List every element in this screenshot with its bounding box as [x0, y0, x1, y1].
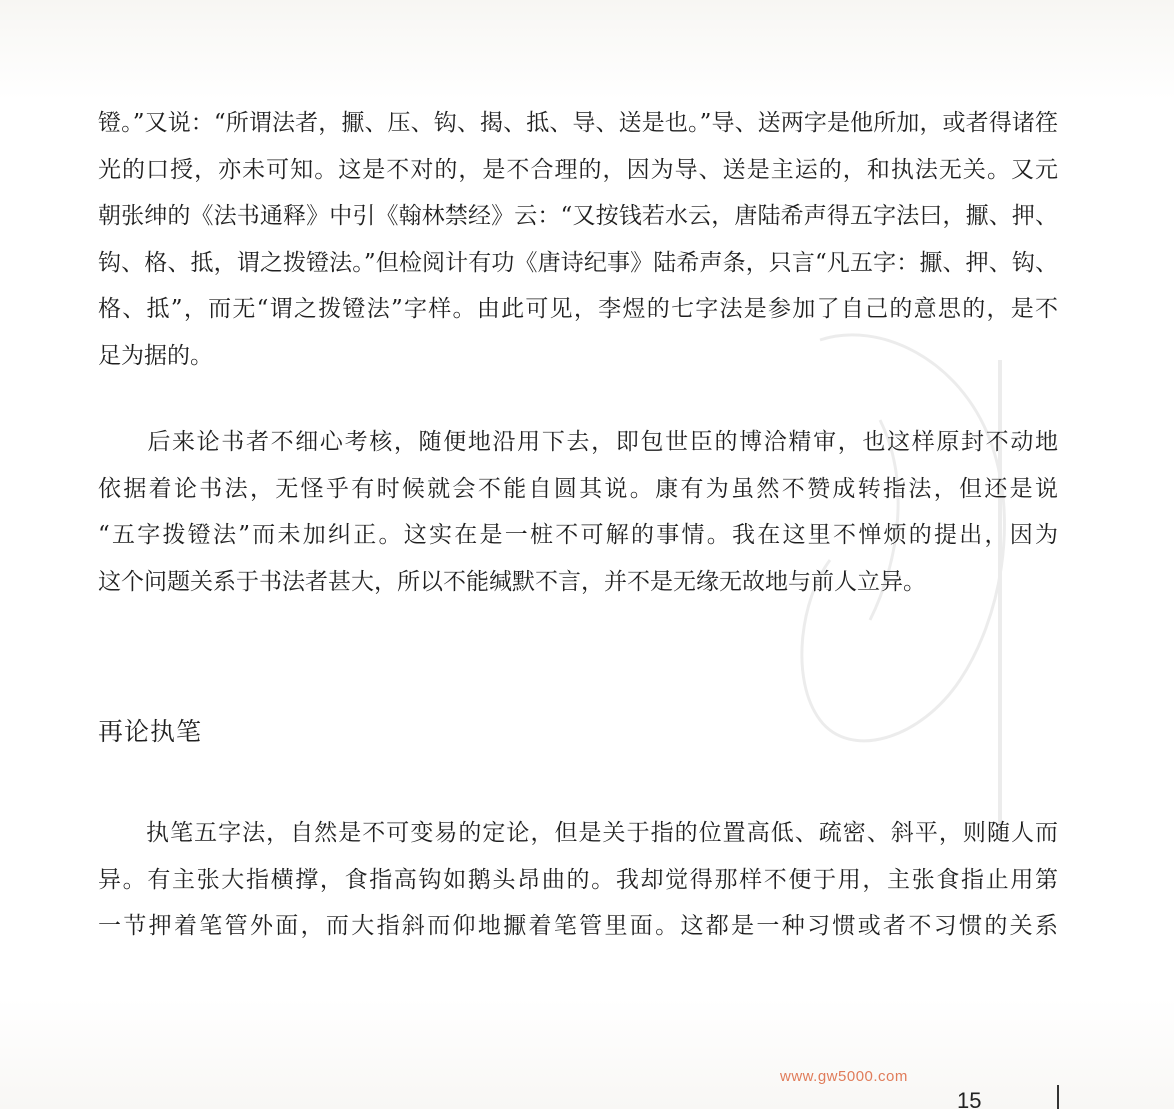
text-line: 一节押着笔管外面，而大指斜而仰地擫着笔管里面。这都是一种习惯或者不习惯的关系 [98, 913, 1058, 939]
text-line: 依据着论书法，无怪乎有时候就会不能自圆其说。康有为虽然不赞成转指法，但还是说 [98, 475, 1058, 502]
site-watermark: www.gw5000.com [780, 1068, 908, 1085]
paragraph-3 [98, 810, 1058, 950]
text-line: 镫。”又说：“所谓法者，擫、压、钩、揭、抵、导、送是也。”导、送两字是他所加，或者得诸䇮 [98, 110, 1058, 136]
page-edge-rule [1057, 1085, 1059, 1109]
text-line: 钩、格、抵，谓之拨镫法。”但检阅计有功《唐诗纪事》陆希声条，只言“凡五字：擫、押、钩、 [98, 249, 1058, 276]
paragraph-2 [98, 419, 1058, 605]
text-line: 光的口授，亦未可知。这是不对的，是不合理的，因为导、送是主运的，和执法无关。又元 [98, 156, 1058, 183]
text-line: 格、抵”，而无“谓之拨镫法”字样。由此可见，李煜的七字法是参加了自己的意思的，是不 [98, 296, 1058, 322]
text-line: 后来论书者不细心考核，随便地沿用下去，即包世臣的博洽精审，也这样原封不动地 [98, 429, 1058, 455]
text-line: 朝张绅的《法书通释》中引《翰林禁经》云：“又按钱若水云，唐陆希声得五字法曰，擫、押、 [98, 203, 1058, 229]
section-heading: 再论执笔 [98, 717, 203, 746]
page-number: 15 [957, 1088, 982, 1109]
text-line: 足为据的。 [98, 342, 213, 369]
text-line: 执笔五字法，自然是不可变易的定论，但是关于指的位置高低、疏密、斜平，则随人而 [98, 820, 1058, 846]
text-line: “五字拨镫法”而未加纠正。这实在是一桩不可解的事情。我在这里不惮烦的提出，因为 [98, 522, 1058, 548]
text-line: 这个问题关系于书法者甚大，所以不能缄默不言，并不是无缘无故地与前人立异。 [98, 568, 926, 595]
text-line: 异。有主张大指横撑，食指高钩如鹅头昂曲的。我却觉得那样不便于用，主张食指止用第 [98, 866, 1058, 893]
paragraph-1 [98, 100, 1058, 379]
